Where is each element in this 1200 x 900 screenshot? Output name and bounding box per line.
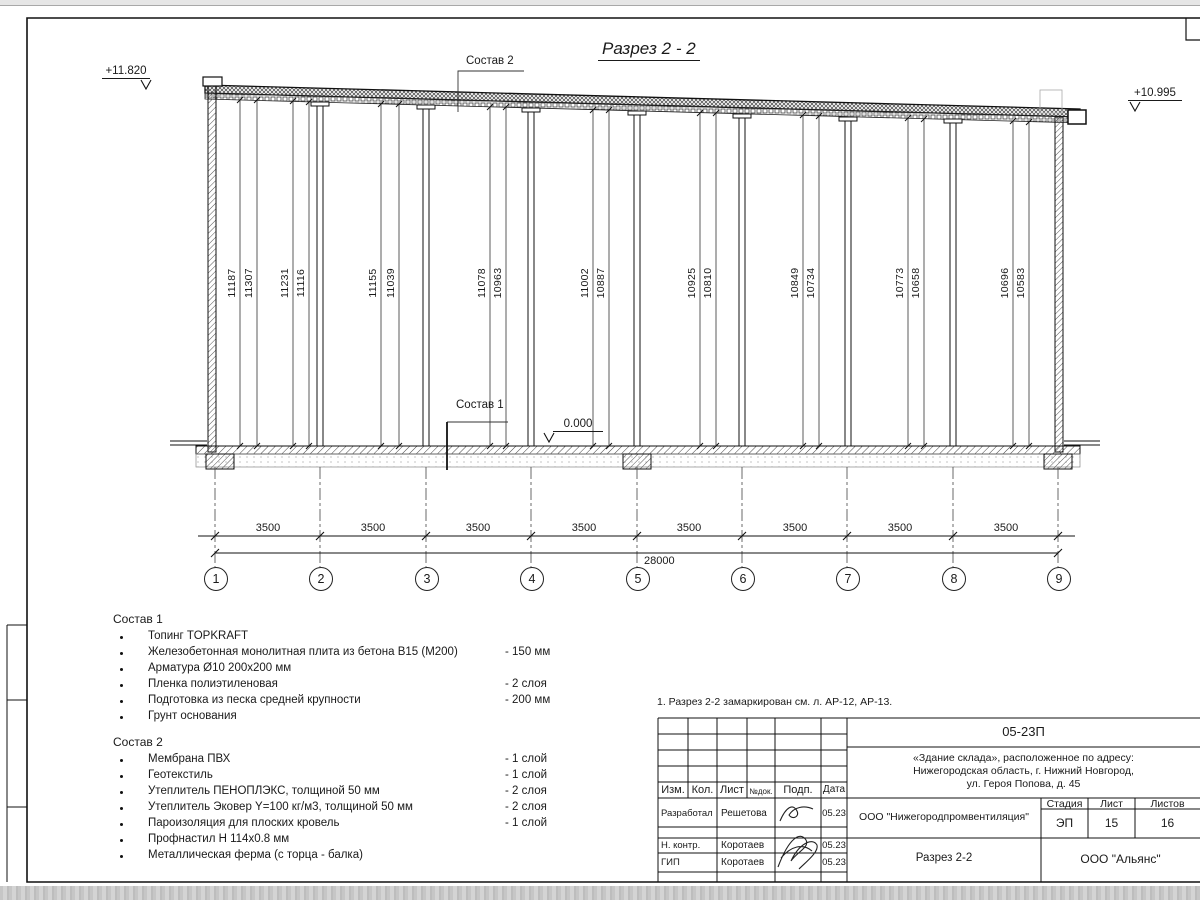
span-dim: 3500 <box>993 522 1019 534</box>
bullet-icon <box>120 636 123 639</box>
vertical-dim: 10849 <box>789 267 801 299</box>
list-item <box>113 785 588 801</box>
signature-name: Решетова <box>721 808 767 819</box>
list-item <box>113 646 588 662</box>
material-value: - 1 слой <box>505 753 548 765</box>
composition-1-heading: Состав 1 <box>113 612 163 626</box>
col-header-list: Лист <box>720 784 744 796</box>
vertical-dim: 10734 <box>805 267 817 299</box>
material-label: Арматура Ø10 200х200 мм <box>148 662 292 674</box>
material-value: - 1 слой <box>505 769 548 781</box>
doc-number: 05-23П <box>1002 724 1045 739</box>
composition-2-list <box>113 735 588 865</box>
signature-reshetova <box>780 807 813 821</box>
bullet-icon <box>120 668 123 671</box>
span-dim: 3500 <box>465 522 491 534</box>
signature-date: 05.23 <box>822 840 846 851</box>
col-header-kol: Кол. <box>691 784 714 796</box>
axis-bubble: 9 <box>1047 567 1071 591</box>
col-header-doc: №док. <box>749 787 773 796</box>
composition-1-list <box>113 612 588 726</box>
material-label: Подготовка из песка средней крупности <box>148 694 361 706</box>
signature-date: 05.23 <box>822 808 846 819</box>
vertical-dim: 10963 <box>492 267 504 299</box>
vertical-dim: 10696 <box>999 267 1011 299</box>
material-value: - 1 слой <box>505 817 548 829</box>
contractor: ООО "Альянс" <box>1080 852 1161 866</box>
span-dim: 3500 <box>360 522 386 534</box>
signature-name: Коротаев <box>721 857 765 868</box>
sheets-label: Листов <box>1150 798 1185 810</box>
signature-date: 05.23 <box>822 857 846 868</box>
bullet-icon <box>120 716 123 719</box>
floor-slab <box>196 446 1080 454</box>
sheet-label: Лист <box>1100 798 1123 810</box>
drawing-note: 1. Разрез 2-2 замаркирован см. л. АР-12, АР-13. <box>657 696 893 708</box>
drawing-name: Разрез 2-2 <box>915 852 973 864</box>
list-item <box>113 678 588 694</box>
stage-label: Стадия <box>1046 798 1083 810</box>
elevation-top-left: +11.820 <box>102 65 150 79</box>
material-label: Геотекстиль <box>148 769 213 781</box>
list-item <box>113 630 588 646</box>
axis-bubble: 6 <box>731 567 755 591</box>
signature-role: Н. контр. <box>661 840 701 851</box>
left-wall <box>208 86 216 452</box>
list-item <box>113 753 588 769</box>
span-dim: 3500 <box>887 522 913 534</box>
bullet-icon <box>120 807 123 810</box>
vertical-dim: 10887 <box>595 267 607 299</box>
axis-bubble: 2 <box>309 567 333 591</box>
vertical-dim: 11002 <box>579 268 591 298</box>
project-address-line: «Здание склада», расположенное по адресу: <box>913 752 1134 764</box>
material-label: Мембрана ПВХ <box>148 753 231 765</box>
vertical-dim: 11078 <box>476 268 488 298</box>
signature-role: ГИП <box>661 857 680 868</box>
material-label: Пароизоляция для плоских кровель <box>148 817 340 829</box>
list-item <box>113 817 588 833</box>
axis-bubble: 1 <box>204 567 228 591</box>
vertical-dim: 10583 <box>1015 267 1027 299</box>
bullet-icon <box>120 759 123 762</box>
bullet-icon <box>120 855 123 858</box>
stage-value: ЭП <box>1055 816 1074 830</box>
bullet-icon <box>120 839 123 842</box>
bullet-icon <box>120 791 123 794</box>
project-address-line: ул. Героя Попова, д. 45 <box>966 778 1081 790</box>
material-value: - 150 мм <box>505 646 551 658</box>
list-item <box>113 769 588 785</box>
drawing-title: Разрез 2 - 2 <box>598 39 700 61</box>
left-wall-cap <box>203 77 222 86</box>
bullet-icon <box>120 823 123 826</box>
total-dim: 28000 <box>644 555 675 567</box>
bullet-icon <box>120 700 123 703</box>
sheet-number: 15 <box>1104 816 1119 830</box>
span-dim: 3500 <box>782 522 808 534</box>
right-wall <box>1055 117 1063 452</box>
list-item <box>113 849 588 865</box>
vertical-dim: 10658 <box>910 267 922 299</box>
list-item <box>113 801 588 817</box>
vertical-dim: 11039 <box>385 268 397 298</box>
col-header-izm: Изм. <box>661 784 685 796</box>
material-label: Утеплитель ПЕНОПЛЭКС, толщиной 50 мм <box>148 785 380 797</box>
material-value: - 200 мм <box>505 694 551 706</box>
material-value: - 2 слоя <box>505 801 547 813</box>
signature-name: Коротаев <box>721 840 765 851</box>
columns <box>311 102 962 446</box>
list-item <box>113 662 588 678</box>
material-label: Металлическая ферма (с торца - балка) <box>148 849 363 861</box>
composition-2-heading: Состав 2 <box>113 735 163 749</box>
material-label: Пленка полиэтиленовая <box>148 678 278 690</box>
axis-centre-lines <box>215 467 1058 567</box>
material-label: Железобетонная монолитная плита из бетона В15 (М200) <box>148 646 458 658</box>
span-dim: 3500 <box>255 522 281 534</box>
span-dim: 3500 <box>676 522 702 534</box>
span-dim: 3500 <box>571 522 597 534</box>
vertical-dim: 11187 <box>226 268 238 298</box>
elevation-top-right: +10.995 <box>1128 87 1182 101</box>
col-header-data: Дата <box>822 784 846 795</box>
material-label: Топинг TOPKRAFT <box>148 630 249 642</box>
project-address-line: Нижегородская область, г. Нижний Новгород, <box>913 765 1134 777</box>
material-label: Профнастил Н 114х0.8 мм <box>148 833 290 845</box>
list-item <box>113 833 588 849</box>
roof-composition-callout: Состав 2 <box>466 55 514 67</box>
building-section <box>170 77 1100 469</box>
axis-bubble: 3 <box>415 567 439 591</box>
roof-edge-cap <box>1068 110 1086 124</box>
axis-bubble: 8 <box>942 567 966 591</box>
material-label: Утеплитель Эковер Y=100 кг/м3, толщиной 50 мм <box>148 801 413 813</box>
vertical-dim: 10810 <box>702 267 714 299</box>
axis-bubble: 4 <box>520 567 544 591</box>
axis-bubble: 7 <box>836 567 860 591</box>
floor-composition-callout: Состав 1 <box>456 399 504 411</box>
material-label: Грунт основания <box>148 710 237 722</box>
bullet-icon <box>120 684 123 687</box>
vertical-dim: 11116 <box>295 268 307 298</box>
design-company: ООО "Нижегородпромвентиляция" <box>859 811 1029 823</box>
list-item <box>113 710 588 726</box>
sheets-total: 16 <box>1160 816 1175 830</box>
vertical-dim: 11231 <box>279 268 291 298</box>
dimension-rows <box>198 532 1075 557</box>
vertical-dim: 11155 <box>367 268 379 298</box>
axis-bubble: 5 <box>626 567 650 591</box>
material-value: - 2 слоя <box>505 785 547 797</box>
signature-role: Разработал <box>661 808 713 819</box>
material-value: - 2 слоя <box>505 678 547 690</box>
elevation-floor: 0.000 <box>553 418 603 432</box>
vertical-dim: 10773 <box>894 267 906 299</box>
col-header-podp: Подп. <box>783 784 813 796</box>
bullet-icon <box>120 775 123 778</box>
vertical-dim: 11307 <box>243 268 255 298</box>
list-item <box>113 694 588 710</box>
bullet-icon <box>120 652 123 655</box>
vertical-dim: 10925 <box>686 267 698 299</box>
